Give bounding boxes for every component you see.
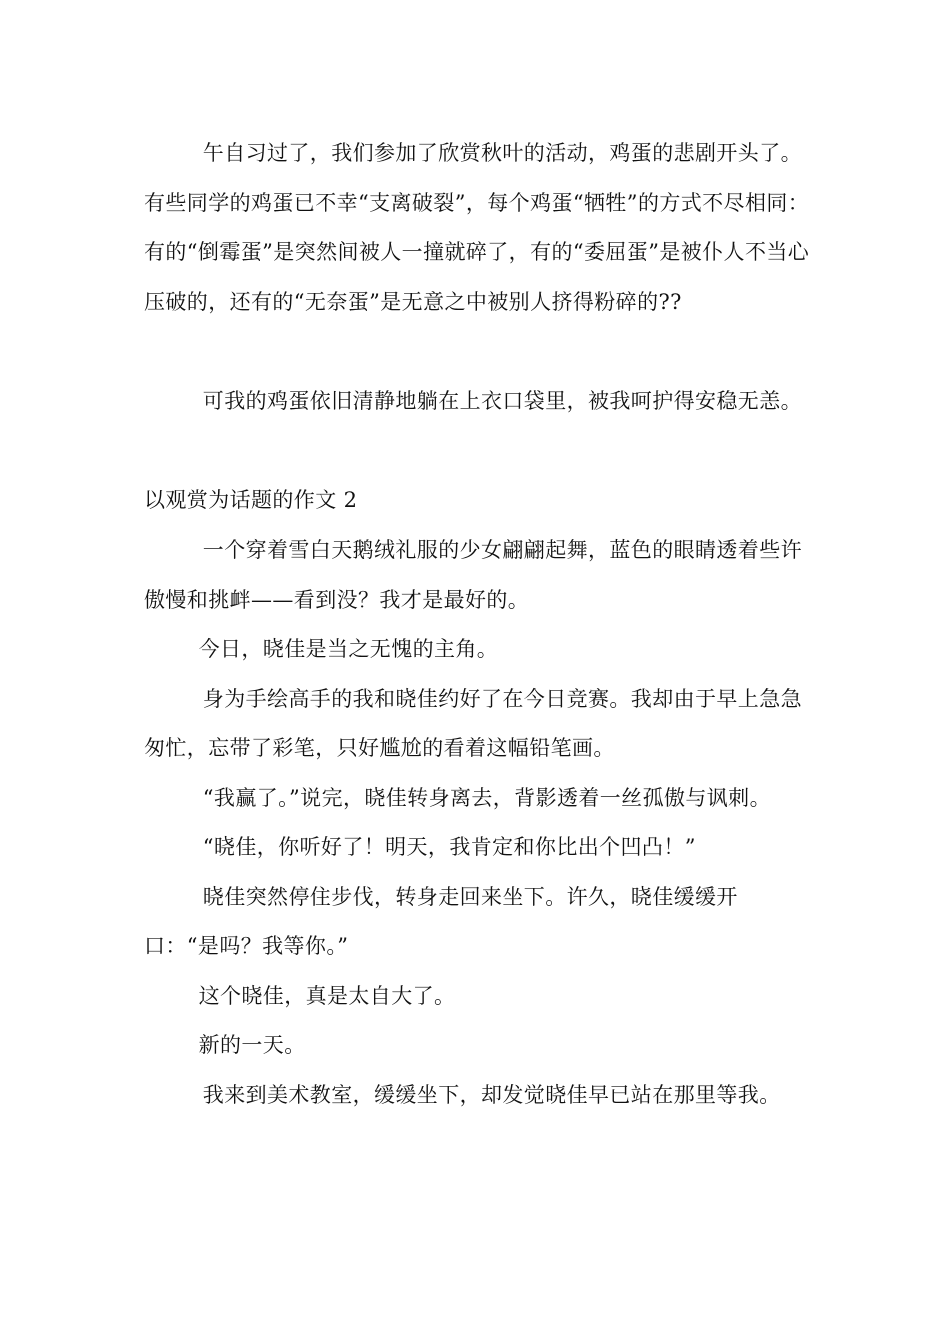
paragraph-dancing-girl: 一个穿着雪白天鹅绒礼服的少女翩翩起舞，蓝色的眼睛透着些许傲慢和挑衅——看到没？我才是最好的。 — [144, 538, 802, 612]
essay-2-heading-block — [144, 476, 812, 526]
essay-1-ending — [144, 129, 812, 327]
paragraph-challenge: “晓佳，你听好了！明天，我肯定和你比出个凹凸！” — [202, 835, 696, 859]
paragraph-new-day: 新的一天。 — [198, 1033, 306, 1057]
paragraph-drawing-contest: 身为手绘高手的我和晓佳约好了在今日竞赛。我却由于早上急急匆忙，忘带了彩笔，只好尴尬的看着这幅铅笔画。 — [144, 686, 802, 760]
essay-1-final — [144, 377, 812, 427]
paragraph-i-won: “我赢了。”说完，晓佳转身离去，背影透着一丝孤傲与讽刺。 — [202, 785, 771, 810]
essay-2-body — [144, 526, 812, 1120]
paragraph-art-room: 我来到美术教室，缓缓坐下，却发觉晓佳早已站在那里等我。 — [202, 1082, 781, 1107]
paragraph-arrogant: 这个晓佳，真是太自大了。 — [198, 983, 456, 1008]
paragraph-i-wait: 晓佳突然停住步伐，转身走回来坐下。许久，晓佳缓缓开口：“是吗？我等你。” — [144, 884, 738, 958]
essay-2-title: 以观赏为话题的作文 2 — [144, 488, 358, 512]
paragraph-my-egg-safe: 可我的鸡蛋依旧清静地躺在上衣口袋里，被我呵护得安稳无恙。 — [202, 389, 802, 413]
paragraph-protagonist: 今日，晓佳是当之无愧的主角。 — [198, 637, 499, 661]
paragraph-eggs-broken: 午自习过了，我们参加了欣赏秋叶的活动，鸡蛋的悲剧开头了。有些同学的鸡蛋已不幸“支离破裂”，每个鸡蛋“牺牲”的方式不尽相同：有的“倒霉蛋”是突然间被人一撞就碎了，有的“委屈蛋”是被仆人不当心压破的，还有的“无奈蛋”是无意之中被别人挤得粉碎的?? — [144, 141, 810, 314]
